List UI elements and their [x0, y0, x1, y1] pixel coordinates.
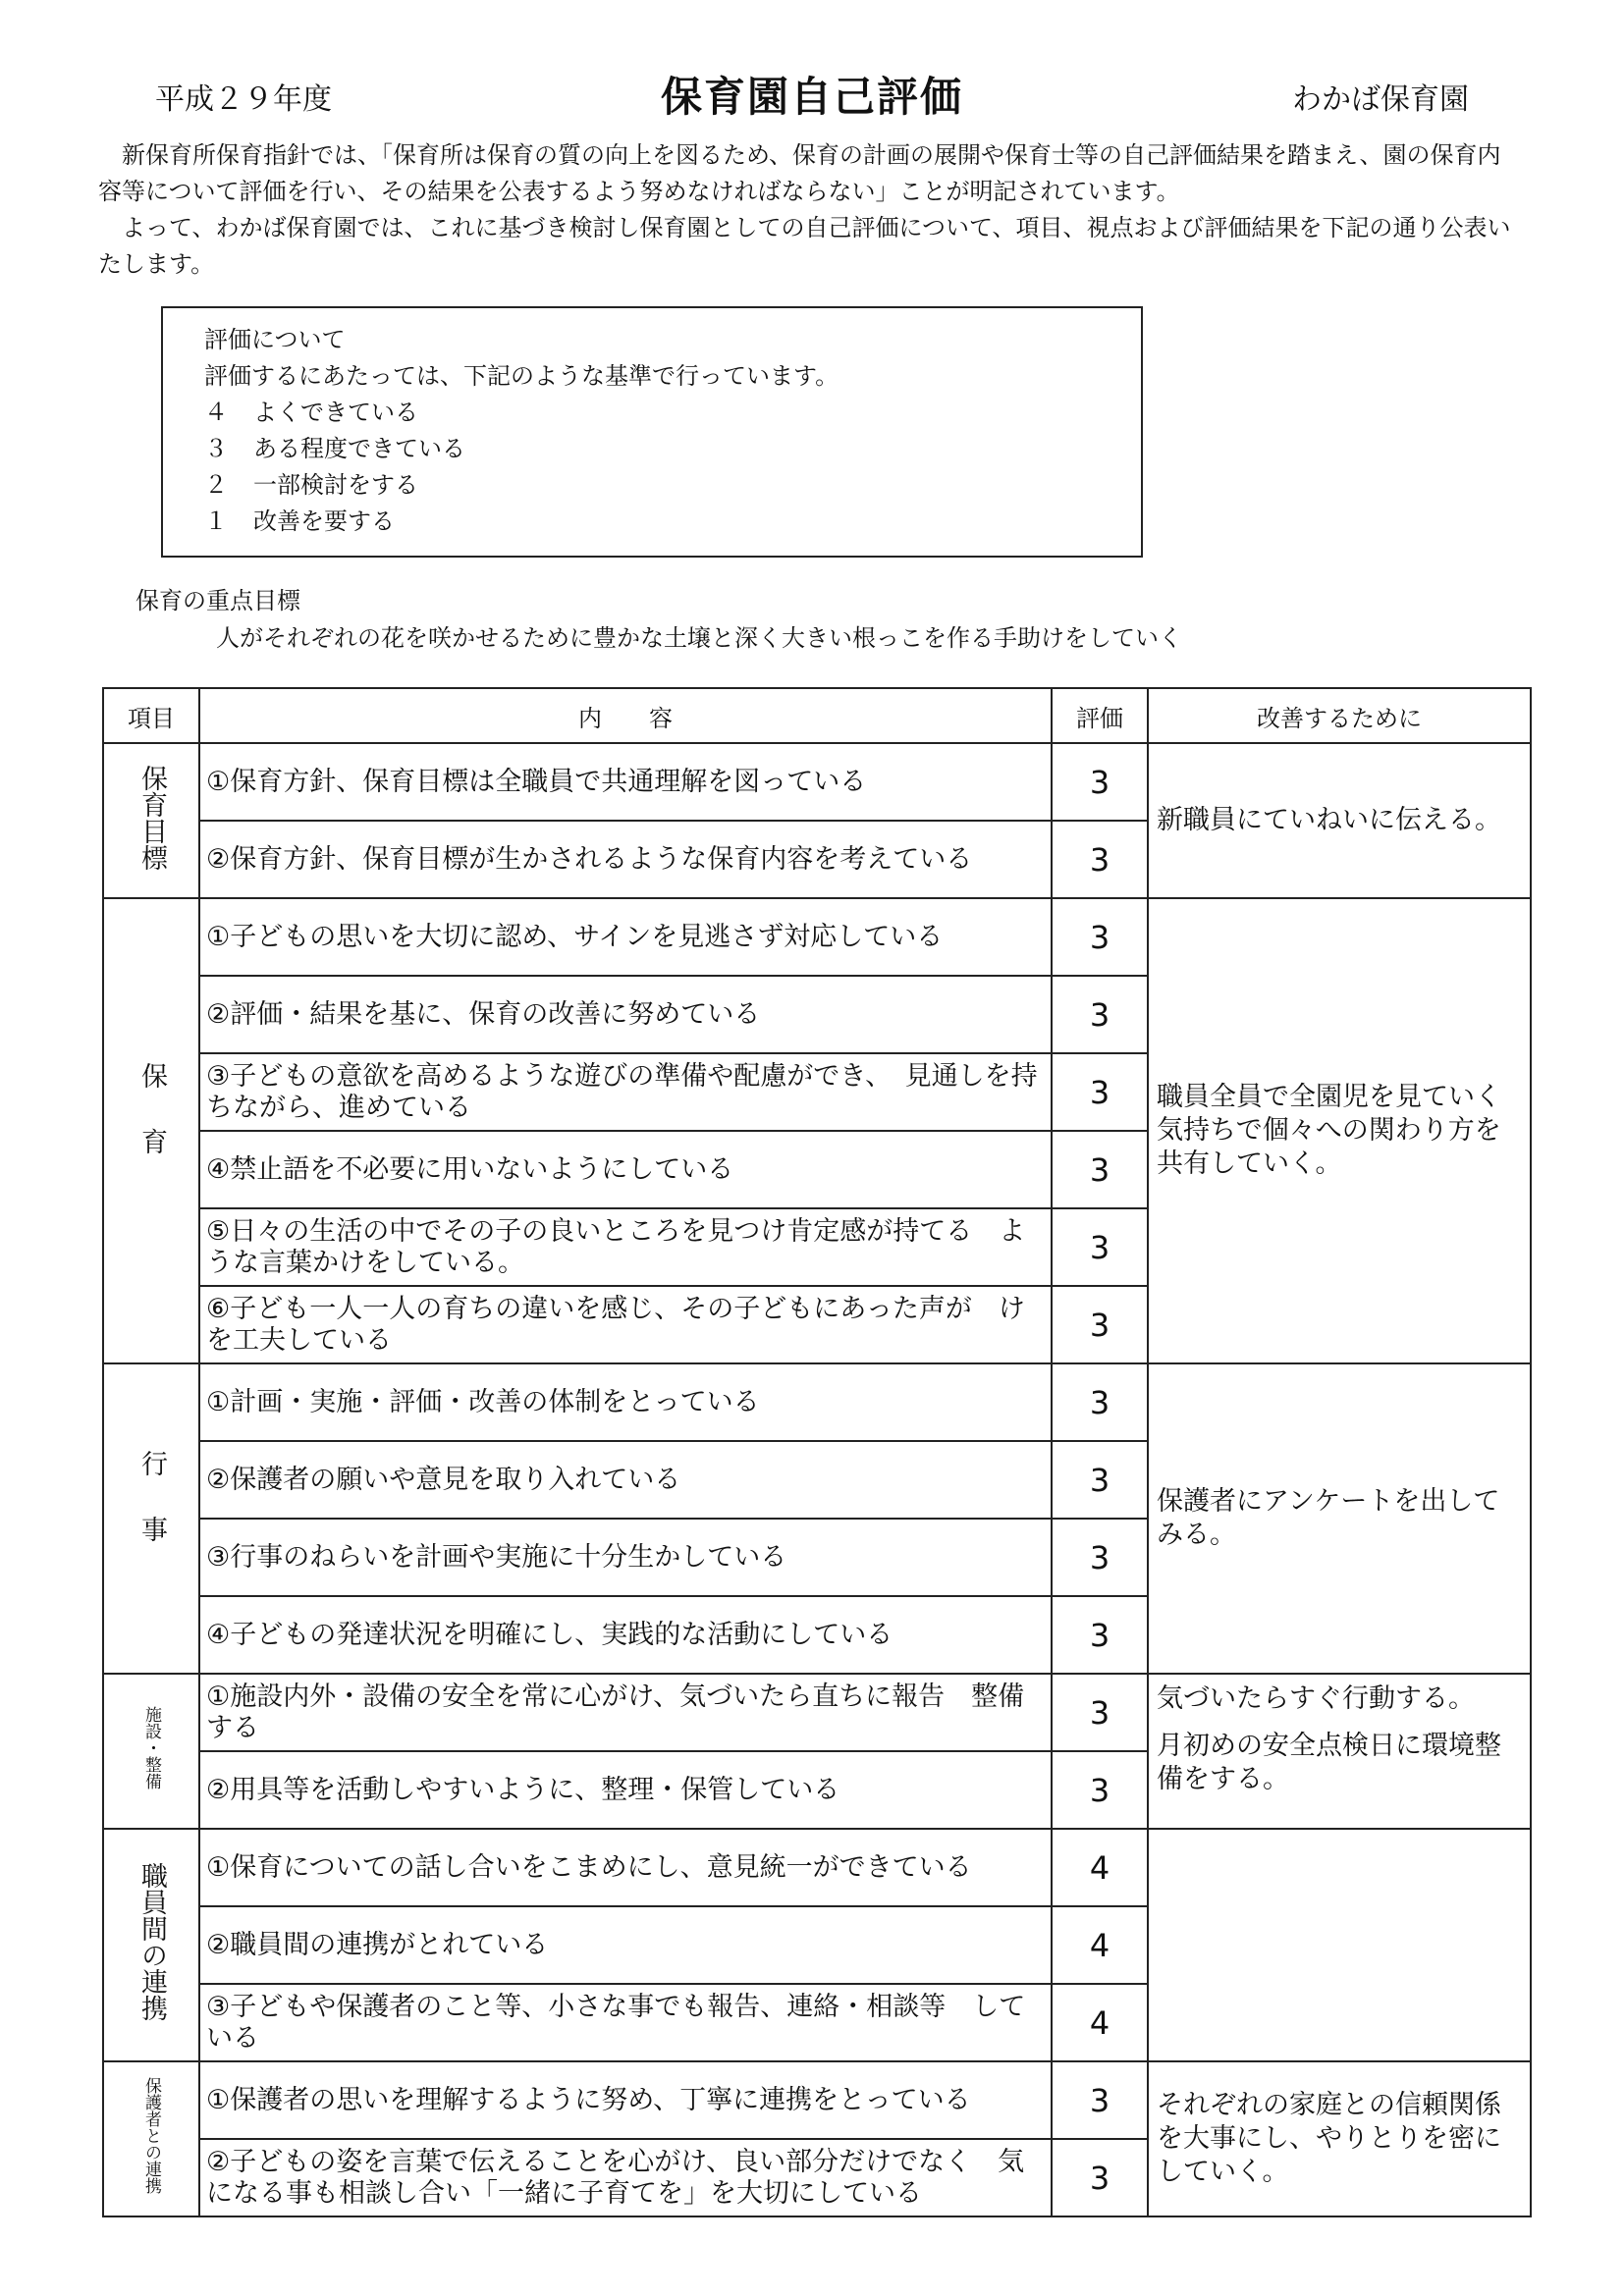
page-title: 保育園自己評価 — [660, 73, 963, 121]
table-row — [103, 1829, 1531, 1906]
category-cell — [103, 1829, 199, 2061]
item-content: ①保育についての話し合いをこまめにし、意見統一ができている — [199, 1829, 1052, 1906]
table-row — [103, 2061, 1531, 2139]
category-label: 保護者との連携 — [141, 2077, 161, 2194]
item-content: ②職員間の連携がとれている — [199, 1906, 1052, 1984]
organization-name: わかば保育園 — [1292, 82, 1469, 117]
improve-cell — [1148, 743, 1531, 898]
item-score: 3 — [1052, 1751, 1148, 1829]
criteria-level-number: ３ — [204, 435, 228, 462]
criteria-level-label: よくできている — [253, 399, 418, 426]
category-label: 職員間の連携 — [136, 1862, 167, 2021]
table-row — [103, 743, 1531, 821]
item-content: ②評価・結果を基に、保育の改善に努めている — [199, 976, 1052, 1053]
item-content: ③子どもや保護者のこと等、小さな事でも報告、連絡・相談等 している — [199, 1984, 1052, 2061]
criteria-level — [204, 395, 1141, 431]
item-content: ①子どもの思いを大切に認め、サインを見逃さず対応している — [199, 898, 1052, 976]
item-score: 3 — [1052, 1674, 1148, 1751]
item-score: 3 — [1052, 1441, 1148, 1519]
criteria-level-label: ある程度できている — [253, 435, 465, 462]
improve-text: 新職員にていねいに伝える。 — [1157, 805, 1501, 835]
intro-paragraph: 新保育所保育指針では、「保育所は保育の質の向上を図るため、保育の計画の展開や保育士等の自己評価結果を踏まえ、園の保育内容等について評価を行い、その結果を公表するよう努めなければならない」ことが明記されています。 — [98, 141, 1501, 205]
improve-cell — [1148, 1674, 1531, 1829]
category-cell — [103, 743, 199, 898]
item-score: 4 — [1052, 1984, 1148, 2061]
criteria-level — [204, 431, 1141, 467]
item-score: 3 — [1052, 1131, 1148, 1208]
criteria-level-label: 一部検討をする — [253, 471, 418, 499]
criteria-level — [204, 467, 1141, 504]
table-row — [103, 898, 1531, 976]
item-content: ③行事のねらいを計画や実施に十分生かしている — [199, 1519, 1052, 1596]
goal-text: 人がそれぞれの花を咲かせるために豊かな土壌と深く大きい根っこを作る手助けをしていく — [216, 624, 1182, 652]
item-score: 3 — [1052, 1208, 1148, 1286]
improve-text: 保護者にアンケートを出してみる。 — [1157, 1486, 1500, 1550]
table-row — [103, 1674, 1531, 1751]
category-cell — [103, 898, 199, 1363]
item-score: 3 — [1052, 2061, 1148, 2139]
item-score: 4 — [1052, 1829, 1148, 1906]
header-score: 評価 — [1052, 688, 1148, 743]
item-content: ⑤日々の生活の中でその子の良いところを見つけ肯定感が持てる ような言葉かけをしている。 — [199, 1208, 1052, 1286]
item-content: ④子どもの発達状況を明確にし、実践的な活動にしている — [199, 1596, 1052, 1674]
criteria-level-number: ４ — [204, 399, 228, 426]
improve-text: それぞれの家庭との信頼関係を大事にし、やりとりを密にしていく。 — [1157, 2090, 1501, 2187]
category-cell — [103, 1674, 199, 1829]
criteria-level — [204, 504, 1141, 540]
item-content: ②保護者の願いや意見を取り入れている — [199, 1441, 1052, 1519]
item-score: 3 — [1052, 1363, 1148, 1441]
criteria-box — [161, 306, 1143, 558]
item-content: ①保護者の思いを理解するように努め、丁寧に連携をとっている — [199, 2061, 1052, 2139]
criteria-title: 評価について — [204, 326, 346, 353]
category-cell — [103, 2061, 199, 2216]
criteria-level-label: 改善を要する — [253, 507, 395, 535]
improve-text: 気づいたらすぐ行動する。 — [1157, 1683, 1475, 1714]
criteria-level-number: ２ — [204, 471, 228, 499]
header-category: 項目 — [103, 688, 199, 743]
category-label: 保育 — [136, 1061, 167, 1194]
table-row — [103, 1363, 1531, 1441]
item-score: 3 — [1052, 1053, 1148, 1131]
item-score: 3 — [1052, 1519, 1148, 1596]
improve-cell — [1148, 898, 1531, 1363]
intro-text — [98, 137, 1512, 283]
improve-cell — [1148, 2061, 1531, 2216]
item-content: ①保育方針、保育目標は全職員で共通理解を図っている — [199, 743, 1052, 821]
item-score: 3 — [1052, 898, 1148, 976]
table-header-row — [103, 688, 1531, 743]
fiscal-year: 平成２９年度 — [155, 82, 332, 117]
category-label: 施設・整備 — [141, 1706, 161, 1789]
criteria-level-number: １ — [204, 507, 228, 535]
improve-cell — [1148, 1829, 1531, 2061]
category-cell — [103, 1363, 199, 1674]
item-score: 4 — [1052, 1906, 1148, 1984]
header-content: 内 容 — [199, 688, 1052, 743]
evaluation-table — [102, 687, 1532, 2217]
item-score: 3 — [1052, 743, 1148, 821]
item-content: ②子どもの姿を言葉で伝えることを心がけ、良い部分だけでなく 気になる事も相談し合い「一緒に子育てを」を大切にしている — [199, 2139, 1052, 2216]
criteria-description: 評価するにあたっては、下記のような基準で行っています。 — [204, 362, 839, 390]
improve-text: 月初めの安全点検日に環境整備をする。 — [1157, 1731, 1501, 1794]
item-score: 3 — [1052, 2139, 1148, 2216]
category-label: 保育目標 — [136, 764, 167, 871]
item-score: 3 — [1052, 1286, 1148, 1363]
item-content: ②用具等を活動しやすいように、整理・保管している — [199, 1751, 1052, 1829]
item-content: ①計画・実施・評価・改善の体制をとっている — [199, 1363, 1052, 1441]
header-improve: 改善するために — [1148, 688, 1531, 743]
intro-paragraph: よって、わかば保育園では、これに基づき検討し保育園としての自己評価について、項目、視点および評価結果を下記の通り公表いたします。 — [98, 214, 1511, 278]
goal-heading: 保育の重点目標 — [135, 587, 300, 614]
improve-cell — [1148, 1363, 1531, 1674]
item-content: ⑥子ども一人一人の育ちの違いを感じ、その子どもにあった声が けを工夫している — [199, 1286, 1052, 1363]
item-content: ②保育方針、保育目標が生かされるような保育内容を考えている — [199, 821, 1052, 898]
item-score: 3 — [1052, 976, 1148, 1053]
item-score: 3 — [1052, 821, 1148, 898]
item-content: ①施設内外・設備の安全を常に心がけ、気づいたら直ちに報告 整備する — [199, 1674, 1052, 1751]
item-score: 3 — [1052, 1596, 1148, 1674]
category-label: 行事 — [136, 1449, 167, 1581]
item-content: ③子どもの意欲を高めるような遊びの準備や配慮ができ、 見通しを持ちながら、進めている — [199, 1053, 1052, 1131]
improve-text: 職員全員で全園児を見ていく気持ちで個々への関わり方を共有していく。 — [1157, 1082, 1501, 1179]
item-content: ④禁止語を不必要に用いないようにしている — [199, 1131, 1052, 1208]
